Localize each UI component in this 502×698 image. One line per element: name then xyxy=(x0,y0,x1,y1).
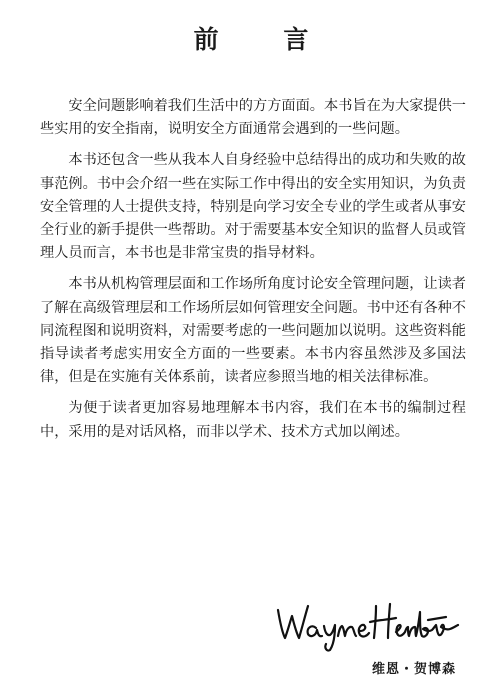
paragraph-2: 本书还包含一些从我本人自身经验中总结得出的成功和失败的故事范例。书中会介绍一些在实际工作中得出的安全实用知识，为负责安全管理的人士提供支持，特别是向学习安全专业的学生或者从事安全行业的新手提供一些帮助。对于需要基本安全知识的监督人员或管理人员而言，本书也是非常宝贵的指导材料。 xyxy=(40,152,466,262)
paragraph-1: 安全问题影响着我们生活中的方方面面。本书旨在为大家提供一些实用的安全指南，说明安全方面通常会遇到的一些问题。 xyxy=(40,98,466,138)
paragraph-3: 本书从机构管理层面和工作场所角度讨论安全管理问题，让读者了解在高级管理层和工作场所层如何管理安全问题。书中还有各种不同流程图和说明资料，对需要考虑的一些问题加以说明。这些资料能指导读者考虑实用安全方面的一些要素。本书内容虽然涉及多国法律，但是在实施有关体系前，读者应参照当地的相关法律标准。 xyxy=(40,276,466,386)
page-title: 前 言 xyxy=(193,25,337,54)
signer-name: 维恩・贺博森 xyxy=(371,662,456,677)
paragraph-4: 为便于读者更加容易地理解本书内容，我们在本书的编制过程中，采用的是对话风格，而非以学术、技术方式加以阐述。 xyxy=(40,400,466,440)
preface-body xyxy=(40,95,466,452)
handwritten-signature xyxy=(272,598,462,654)
